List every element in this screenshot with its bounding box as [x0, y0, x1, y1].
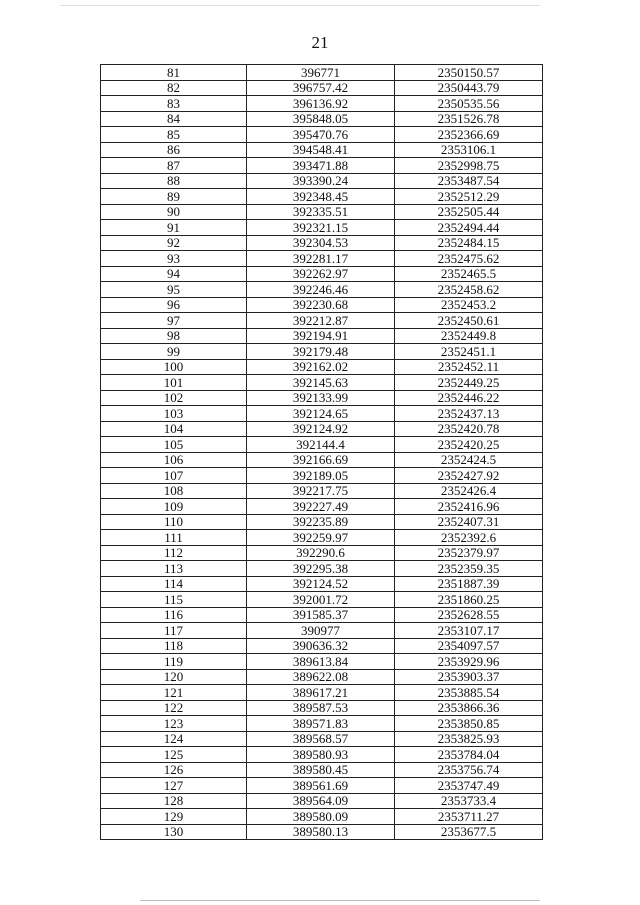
x-coordinate-cell: 389617.21 — [247, 685, 395, 701]
table-row — [101, 452, 543, 468]
y-coordinate-cell: 2352446.22 — [395, 390, 543, 406]
point-number-cell: 92 — [101, 235, 247, 251]
y-coordinate-cell: 2353677.5 — [395, 824, 543, 840]
table-row — [101, 530, 543, 546]
x-coordinate-cell: 392124.92 — [247, 421, 395, 437]
table-row — [101, 592, 543, 608]
x-coordinate-cell: 394548.41 — [247, 142, 395, 158]
y-coordinate-cell: 2354097.57 — [395, 638, 543, 654]
x-coordinate-cell: 392162.02 — [247, 359, 395, 375]
point-number-cell: 91 — [101, 220, 247, 236]
x-coordinate-cell: 389571.83 — [247, 716, 395, 732]
x-coordinate-cell: 392262.97 — [247, 266, 395, 282]
point-number-cell: 81 — [101, 65, 247, 81]
table-row — [101, 654, 543, 670]
table-row — [101, 483, 543, 499]
x-coordinate-cell: 389580.13 — [247, 824, 395, 840]
table-row — [101, 204, 543, 220]
table-row — [101, 468, 543, 484]
y-coordinate-cell: 2352475.62 — [395, 251, 543, 267]
table-row — [101, 251, 543, 267]
y-coordinate-cell: 2352628.55 — [395, 607, 543, 623]
y-coordinate-cell: 2352450.61 — [395, 313, 543, 329]
table-row — [101, 359, 543, 375]
point-number-cell: 118 — [101, 638, 247, 654]
table-row — [101, 778, 543, 794]
point-number-cell: 101 — [101, 375, 247, 391]
point-number-cell: 130 — [101, 824, 247, 840]
point-number-cell: 127 — [101, 778, 247, 794]
y-coordinate-cell: 2352451.1 — [395, 344, 543, 360]
point-number-cell: 128 — [101, 793, 247, 809]
y-coordinate-cell: 2353929.96 — [395, 654, 543, 670]
x-coordinate-cell: 392194.91 — [247, 328, 395, 344]
table-row — [101, 173, 543, 189]
x-coordinate-cell: 392189.05 — [247, 468, 395, 484]
y-coordinate-cell: 2353106.1 — [395, 142, 543, 158]
table-row — [101, 158, 543, 174]
x-coordinate-cell: 392230.68 — [247, 297, 395, 313]
coordinates-table-body — [101, 65, 543, 840]
point-number-cell: 87 — [101, 158, 247, 174]
point-number-cell: 122 — [101, 700, 247, 716]
x-coordinate-cell: 395848.05 — [247, 111, 395, 127]
table-row — [101, 313, 543, 329]
y-coordinate-cell: 2352392.6 — [395, 530, 543, 546]
x-coordinate-cell: 389568.57 — [247, 731, 395, 747]
point-number-cell: 111 — [101, 530, 247, 546]
table-row — [101, 623, 543, 639]
x-coordinate-cell: 392290.6 — [247, 545, 395, 561]
y-coordinate-cell: 2352420.78 — [395, 421, 543, 437]
point-number-cell: 110 — [101, 514, 247, 530]
x-coordinate-cell: 392335.51 — [247, 204, 395, 220]
x-coordinate-cell: 389561.69 — [247, 778, 395, 794]
point-number-cell: 112 — [101, 545, 247, 561]
x-coordinate-cell: 390977 — [247, 623, 395, 639]
y-coordinate-cell: 2352407.31 — [395, 514, 543, 530]
y-coordinate-cell: 2352452.11 — [395, 359, 543, 375]
y-coordinate-cell: 2352449.8 — [395, 328, 543, 344]
x-coordinate-cell: 390636.32 — [247, 638, 395, 654]
x-coordinate-cell: 392212.87 — [247, 313, 395, 329]
y-coordinate-cell: 2352416.96 — [395, 499, 543, 515]
x-coordinate-cell: 392348.45 — [247, 189, 395, 205]
point-number-cell: 85 — [101, 127, 247, 143]
y-coordinate-cell: 2353825.93 — [395, 731, 543, 747]
table-row — [101, 747, 543, 763]
point-number-cell: 120 — [101, 669, 247, 685]
table-row — [101, 220, 543, 236]
y-coordinate-cell: 2353107.17 — [395, 623, 543, 639]
y-coordinate-cell: 2351526.78 — [395, 111, 543, 127]
x-coordinate-cell: 392281.17 — [247, 251, 395, 267]
point-number-cell: 105 — [101, 437, 247, 453]
x-coordinate-cell: 392259.97 — [247, 530, 395, 546]
top-edge-line — [60, 5, 540, 6]
table-row — [101, 669, 543, 685]
table-row — [101, 499, 543, 515]
page-number: 21 — [311, 33, 329, 52]
y-coordinate-cell: 2352426.4 — [395, 483, 543, 499]
x-coordinate-cell: 396136.92 — [247, 96, 395, 112]
point-number-cell: 129 — [101, 809, 247, 825]
x-coordinate-cell: 392246.46 — [247, 282, 395, 298]
table-row — [101, 111, 543, 127]
y-coordinate-cell: 2353756.74 — [395, 762, 543, 778]
table-row — [101, 96, 543, 112]
table-row — [101, 127, 543, 143]
bottom-edge-line — [140, 900, 540, 901]
point-number-cell: 82 — [101, 80, 247, 96]
coordinates-table — [100, 64, 543, 840]
y-coordinate-cell: 2353747.49 — [395, 778, 543, 794]
point-number-cell: 103 — [101, 406, 247, 422]
x-coordinate-cell: 389613.84 — [247, 654, 395, 670]
point-number-cell: 99 — [101, 344, 247, 360]
table-row — [101, 328, 543, 344]
x-coordinate-cell: 393471.88 — [247, 158, 395, 174]
y-coordinate-cell: 2352437.13 — [395, 406, 543, 422]
table-row — [101, 390, 543, 406]
point-number-cell: 116 — [101, 607, 247, 623]
y-coordinate-cell: 2352420.25 — [395, 437, 543, 453]
x-coordinate-cell: 389564.09 — [247, 793, 395, 809]
table-row — [101, 824, 543, 840]
y-coordinate-cell: 2352453.2 — [395, 297, 543, 313]
point-number-cell: 126 — [101, 762, 247, 778]
x-coordinate-cell: 396757.42 — [247, 80, 395, 96]
x-coordinate-cell: 392001.72 — [247, 592, 395, 608]
y-coordinate-cell: 2352465.5 — [395, 266, 543, 282]
point-number-cell: 98 — [101, 328, 247, 344]
table-row — [101, 142, 543, 158]
y-coordinate-cell: 2351860.25 — [395, 592, 543, 608]
x-coordinate-cell: 391585.37 — [247, 607, 395, 623]
table-row — [101, 731, 543, 747]
table-row — [101, 266, 543, 282]
table-row — [101, 700, 543, 716]
x-coordinate-cell: 392124.52 — [247, 576, 395, 592]
table-row — [101, 685, 543, 701]
table-row — [101, 282, 543, 298]
point-number-cell: 114 — [101, 576, 247, 592]
x-coordinate-cell: 389580.09 — [247, 809, 395, 825]
point-number-cell: 124 — [101, 731, 247, 747]
table-row — [101, 716, 543, 732]
y-coordinate-cell: 2352359.35 — [395, 561, 543, 577]
y-coordinate-cell: 2352484.15 — [395, 235, 543, 251]
point-number-cell: 115 — [101, 592, 247, 608]
x-coordinate-cell: 389587.53 — [247, 700, 395, 716]
point-number-cell: 84 — [101, 111, 247, 127]
x-coordinate-cell: 392304.53 — [247, 235, 395, 251]
point-number-cell: 96 — [101, 297, 247, 313]
x-coordinate-cell: 392133.99 — [247, 390, 395, 406]
x-coordinate-cell: 392144.4 — [247, 437, 395, 453]
y-coordinate-cell: 2352366.69 — [395, 127, 543, 143]
x-coordinate-cell: 395470.76 — [247, 127, 395, 143]
table-row — [101, 297, 543, 313]
y-coordinate-cell: 2352379.97 — [395, 545, 543, 561]
point-number-cell: 83 — [101, 96, 247, 112]
y-coordinate-cell: 2352449.25 — [395, 375, 543, 391]
table-row — [101, 80, 543, 96]
table-row — [101, 344, 543, 360]
y-coordinate-cell: 2352494.44 — [395, 220, 543, 236]
point-number-cell: 109 — [101, 499, 247, 515]
point-number-cell: 121 — [101, 685, 247, 701]
table-row — [101, 545, 543, 561]
x-coordinate-cell: 392166.69 — [247, 452, 395, 468]
y-coordinate-cell: 2352427.92 — [395, 468, 543, 484]
y-coordinate-cell: 2353733.4 — [395, 793, 543, 809]
x-coordinate-cell: 392217.75 — [247, 483, 395, 499]
point-number-cell: 117 — [101, 623, 247, 639]
y-coordinate-cell: 2353784.04 — [395, 747, 543, 763]
point-number-cell: 104 — [101, 421, 247, 437]
table-row — [101, 65, 543, 81]
x-coordinate-cell: 392145.63 — [247, 375, 395, 391]
table-row — [101, 809, 543, 825]
table-row — [101, 607, 543, 623]
y-coordinate-cell: 2350150.57 — [395, 65, 543, 81]
point-number-cell: 93 — [101, 251, 247, 267]
y-coordinate-cell: 2353711.27 — [395, 809, 543, 825]
point-number-cell: 95 — [101, 282, 247, 298]
point-number-cell: 119 — [101, 654, 247, 670]
table-row — [101, 189, 543, 205]
y-coordinate-cell: 2352998.75 — [395, 158, 543, 174]
point-number-cell: 90 — [101, 204, 247, 220]
table-row — [101, 375, 543, 391]
y-coordinate-cell: 2353885.54 — [395, 685, 543, 701]
point-number-cell: 125 — [101, 747, 247, 763]
y-coordinate-cell: 2353850.85 — [395, 716, 543, 732]
table-row — [101, 576, 543, 592]
y-coordinate-cell: 2350535.56 — [395, 96, 543, 112]
x-coordinate-cell: 392179.48 — [247, 344, 395, 360]
table-row — [101, 561, 543, 577]
table-row — [101, 235, 543, 251]
point-number-cell: 108 — [101, 483, 247, 499]
y-coordinate-cell: 2353866.36 — [395, 700, 543, 716]
point-number-cell: 102 — [101, 390, 247, 406]
point-number-cell: 100 — [101, 359, 247, 375]
point-number-cell: 88 — [101, 173, 247, 189]
y-coordinate-cell: 2351887.39 — [395, 576, 543, 592]
x-coordinate-cell: 392124.65 — [247, 406, 395, 422]
x-coordinate-cell: 393390.24 — [247, 173, 395, 189]
table-row — [101, 762, 543, 778]
table-row — [101, 421, 543, 437]
point-number-cell: 89 — [101, 189, 247, 205]
x-coordinate-cell: 389622.08 — [247, 669, 395, 685]
x-coordinate-cell: 396771 — [247, 65, 395, 81]
y-coordinate-cell: 2352512.29 — [395, 189, 543, 205]
x-coordinate-cell: 392235.89 — [247, 514, 395, 530]
x-coordinate-cell: 389580.93 — [247, 747, 395, 763]
x-coordinate-cell: 392227.49 — [247, 499, 395, 515]
table-row — [101, 793, 543, 809]
point-number-cell: 106 — [101, 452, 247, 468]
point-number-cell: 107 — [101, 468, 247, 484]
table-row — [101, 638, 543, 654]
y-coordinate-cell: 2352458.62 — [395, 282, 543, 298]
x-coordinate-cell: 392321.15 — [247, 220, 395, 236]
table-row — [101, 514, 543, 530]
y-coordinate-cell: 2352505.44 — [395, 204, 543, 220]
x-coordinate-cell: 389580.45 — [247, 762, 395, 778]
point-number-cell: 123 — [101, 716, 247, 732]
point-number-cell: 97 — [101, 313, 247, 329]
x-coordinate-cell: 392295.38 — [247, 561, 395, 577]
point-number-cell: 86 — [101, 142, 247, 158]
point-number-cell: 113 — [101, 561, 247, 577]
point-number-cell: 94 — [101, 266, 247, 282]
table-row — [101, 406, 543, 422]
y-coordinate-cell: 2350443.79 — [395, 80, 543, 96]
y-coordinate-cell: 2353903.37 — [395, 669, 543, 685]
y-coordinate-cell: 2352424.5 — [395, 452, 543, 468]
table-row — [101, 437, 543, 453]
y-coordinate-cell: 2353487.54 — [395, 173, 543, 189]
